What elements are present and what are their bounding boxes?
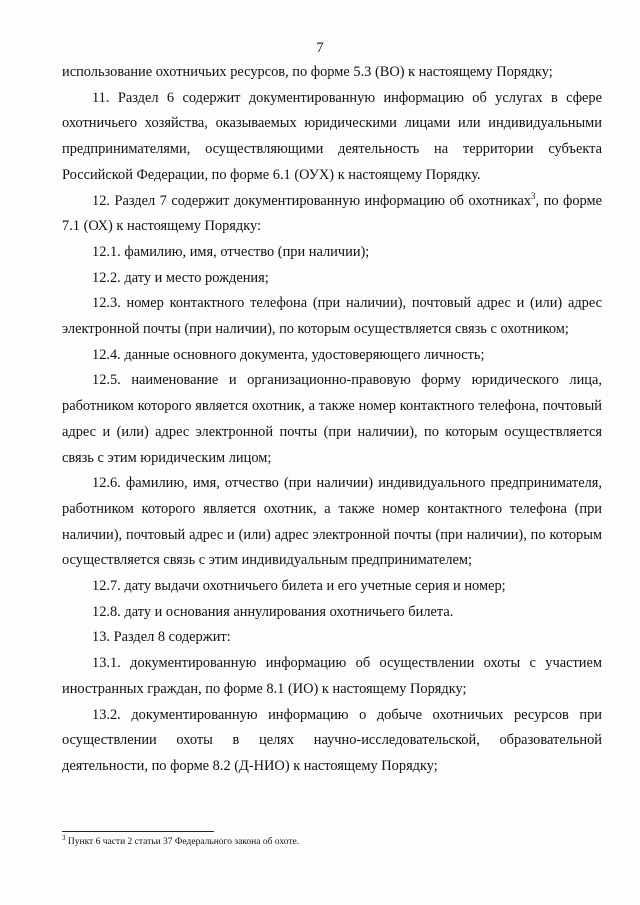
paragraph-13: 13. Раздел 8 содержит: — [92, 629, 231, 646]
paragraph-12-7: 12.7. дату выдачи охотничьего билета и его учетные серия и номер; — [92, 578, 506, 595]
footnote — [62, 833, 602, 849]
document-body — [62, 60, 602, 780]
paragraph-11: 11. Раздел 6 содержит документированную информацию об услугах в сфере охотничьего хозяйства, оказываемых юридическими лицами или индивидуальными предпринимателями, осуществляющими деятельность на территории субъекта Российской Федерации, по форме 6.1 (ОУХ) к настоящему Порядку. — [62, 89, 602, 183]
footnote-mark: 3 — [62, 833, 66, 842]
paragraph-12-text-start: 12. Раздел 7 содержит документированную информацию об охотниках — [92, 192, 532, 209]
paragraph-12-8: 12.8. дату и основания аннулирования охотничьего билета. — [92, 603, 454, 620]
paragraph-12-5: 12.5. наименование и организационно-правовую форму юридического лица, работником которого является охотник, а также номер контактного телефона, почтовый адрес и (или) адрес электронной почты (при наличии), по которым осуществляется связь с этим юридическим лицом; — [62, 372, 602, 466]
paragraph-13-1: 13.1. документированную информацию об осуществлении охоты с участием иностранных граждан, по форме 8.1 (ИО) к настоящему Порядку; — [62, 655, 602, 697]
paragraph-12-1: 12.1. фамилию, имя, отчество (при наличии); — [92, 243, 370, 260]
paragraph-12-3: 12.3. номер контактного телефона (при наличии), почтовый адрес и (или) адрес электронной почты (при наличии), по которым осуществляется связь с охотником; — [62, 295, 602, 338]
paragraph-continuation: использование охотничьих ресурсов, по форме 5.3 (ВО) к настоящему Порядку; — [62, 64, 553, 80]
footnote-divider — [62, 831, 214, 832]
paragraph-12-2: 12.2. дату и место рождения; — [92, 269, 269, 286]
footnote-text: Пункт 6 части 2 статьи 37 Федерального закона об охоте. — [67, 837, 300, 847]
paragraph-12 — [62, 189, 602, 240]
paragraph-12-6: 12.6. фамилию, имя, отчество (при наличии) индивидуального предпринимателя, работником которого является охотник, а также номер контактного телефона (при наличии), почтовый адрес и (или) адрес электронной почты (при наличии), по которым осуществляется связь с этим индивидуальным предпринимателем; — [62, 475, 602, 569]
paragraph-12-text-end: , по форме 7.1 (ОХ) к настоящему Порядку: — [62, 192, 602, 235]
paragraph-13-2: 13.2. документированную информацию о добыче охотничьих ресурсов при осуществлении охоты в целях научно-исследовательской, образовательной деятельности, по форме 8.2 (Д-НИО) к настоящему Порядку; — [62, 706, 602, 774]
paragraph-12-4: 12.4. данные основного документа, удостоверяющего личность; — [92, 346, 485, 363]
footnote-reference-mark: 3 — [531, 190, 536, 201]
page-number: 7 — [316, 40, 324, 56]
